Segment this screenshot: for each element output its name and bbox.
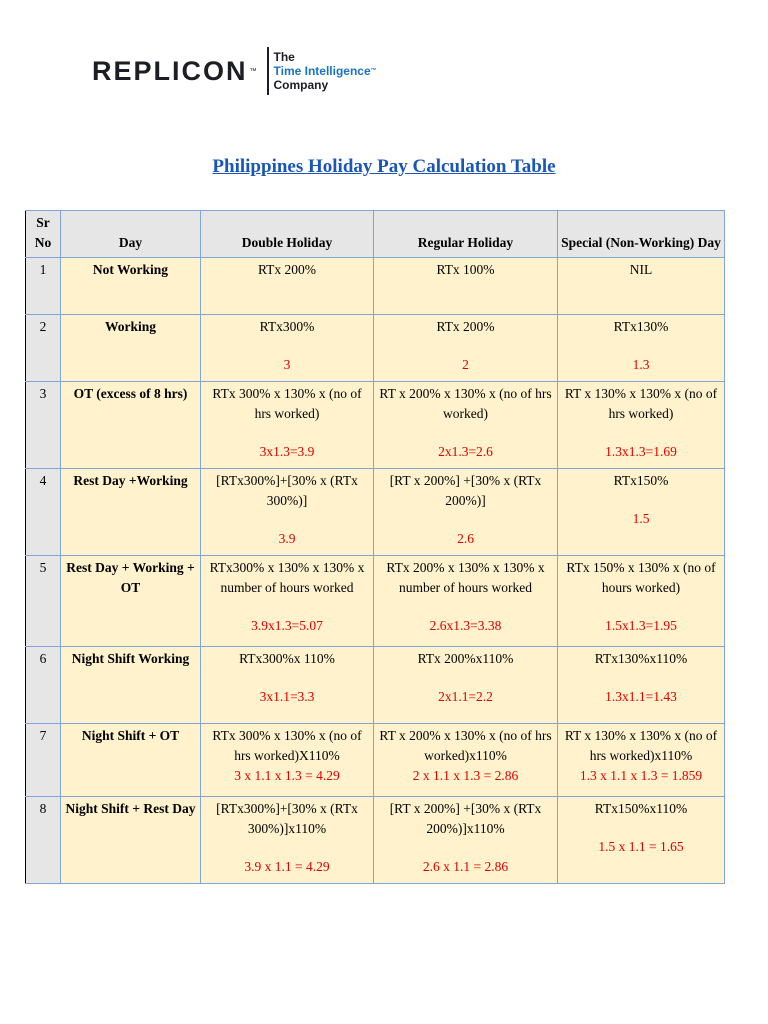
holiday-pay-table (25, 210, 725, 884)
special-formula: RTx 150% x 130% x (no of hours worked) (566, 560, 716, 595)
cell-day: Night Shift + OT (61, 724, 201, 797)
cell-double-holiday (201, 469, 374, 556)
cell-double-holiday (201, 258, 374, 315)
double-value: 3x1.1=3.3 (259, 689, 315, 704)
special-value: 1.3x1.1=1.43 (605, 689, 677, 704)
cell-special-day (558, 647, 725, 724)
regular-formula: RTx 200% (436, 319, 495, 334)
cell-day: Working (61, 315, 201, 382)
regular-formula: [RT x 200%] +[30% x (RTx 200%)]x110% (389, 801, 542, 836)
cell-double-holiday (201, 315, 374, 382)
tagline-line-2-text: Time Intelligence (273, 64, 371, 78)
cell-regular-holiday (374, 315, 558, 382)
table-row (26, 647, 725, 724)
regular-value: 2.6 x 1.1 = 2.86 (422, 859, 509, 874)
regular-formula: RT x 200% x 130% x (no of hrs worked)x110% (379, 728, 552, 763)
regular-value: 2.6 (457, 531, 474, 546)
page-title-text: Philippines Holiday Pay Calculation Table (212, 156, 556, 177)
regular-formula: RTx 200% x 130% x 130% x number of hours worked (386, 560, 545, 595)
regular-value: 2.6x1.3=3.38 (429, 618, 502, 633)
logo-brand: REPLICON (92, 55, 248, 86)
header-double-holiday: Double Holiday (201, 211, 374, 258)
special-formula: RT x 130% x 130% x (no of hrs worked)x110% (564, 728, 718, 763)
cell-day: OT (excess of 8 hrs) (61, 382, 201, 469)
header-sr-no: Sr No (26, 211, 61, 258)
special-value: 1.3x1.3=1.69 (605, 444, 677, 459)
logo-trademark: ™ (249, 67, 257, 75)
cell-regular-holiday (374, 647, 558, 724)
double-formula: RTx 200% (257, 262, 317, 277)
double-formula: [RTx300%]+[30% x (RTx 300%)]x110% (216, 801, 358, 836)
cell-sr: 4 (26, 469, 61, 556)
cell-regular-holiday (374, 797, 558, 884)
regular-value: 2 x 1.1 x 1.3 = 2.86 (412, 768, 519, 783)
special-value: 1.5 x 1.1 = 1.65 (598, 839, 684, 854)
double-value: 3.9 x 1.1 = 4.29 (244, 859, 330, 874)
double-value: 3 (283, 357, 291, 372)
regular-formula: RTx 100% (436, 262, 495, 277)
cell-day: Rest Day + Working + OT (61, 556, 201, 647)
regular-value: 2x1.1=2.2 (438, 689, 493, 704)
tagline-line-1: The (273, 50, 295, 64)
replicon-logo (92, 46, 377, 96)
cell-sr: 2 (26, 315, 61, 382)
cell-day: Night Shift Working (61, 647, 201, 724)
table-row (26, 258, 725, 315)
special-formula: NIL (629, 262, 653, 277)
cell-double-holiday (201, 382, 374, 469)
double-value: 3.9x1.3=5.07 (251, 618, 323, 633)
cell-double-holiday (201, 797, 374, 884)
special-value: 1.3 x 1.1 x 1.3 = 1.859 (579, 768, 703, 783)
cell-double-holiday (201, 647, 374, 724)
table-row (26, 382, 725, 469)
table-body (26, 258, 725, 884)
tagline-line-2 (274, 64, 377, 78)
special-formula: RTx150%x110% (594, 801, 688, 816)
special-value: 1.5 (632, 511, 650, 526)
special-formula: RTx150% (613, 473, 669, 488)
tagline-trademark: ™ (370, 68, 377, 74)
tagline-line-3: Company (273, 78, 329, 92)
cell-sr: 1 (26, 258, 61, 315)
regular-formula: [RT x 200%] +[30% x (RTx 200%)] (389, 473, 542, 508)
regular-formula: RTx 200%x110% (417, 651, 514, 666)
cell-day: Rest Day +Working (61, 469, 201, 556)
header-day: Day (61, 211, 201, 258)
regular-value: 2x1.3=2.6 (438, 444, 493, 459)
cell-special-day (558, 469, 725, 556)
cell-regular-holiday (374, 258, 558, 315)
cell-special-day (558, 315, 725, 382)
cell-double-holiday (201, 724, 374, 797)
regular-formula: RT x 200% x 130% x (no of hrs worked) (379, 386, 552, 421)
cell-sr: 8 (26, 797, 61, 884)
cell-special-day (558, 797, 725, 884)
double-value: 3x1.3=3.9 (259, 444, 315, 459)
cell-special-day (558, 258, 725, 315)
cell-sr: 7 (26, 724, 61, 797)
table-row (26, 724, 725, 797)
table-header-row (26, 211, 725, 258)
double-formula: RTx300% x 130% x 130% x number of hours worked (209, 560, 365, 595)
cell-sr: 5 (26, 556, 61, 647)
cell-special-day (558, 382, 725, 469)
double-formula: [RTx300%]+[30% x (RTx 300%)] (216, 473, 358, 508)
cell-day: Not Working (61, 258, 201, 315)
double-value: 3.9 (278, 531, 296, 546)
header-special-day: Special (Non-Working) Day (558, 211, 725, 258)
header-regular-holiday: Regular Holiday (374, 211, 558, 258)
double-formula: RTx300% (259, 319, 315, 334)
special-value: 1.3 (632, 357, 650, 372)
cell-sr: 3 (26, 382, 61, 469)
cell-regular-holiday (374, 724, 558, 797)
cell-regular-holiday (374, 469, 558, 556)
special-value: 1.5x1.3=1.95 (605, 618, 677, 633)
cell-special-day (558, 556, 725, 647)
logo-tagline (274, 50, 377, 92)
cell-regular-holiday (374, 556, 558, 647)
table-row (26, 469, 725, 556)
logo-divider (267, 47, 269, 95)
double-value: 3 x 1.1 x 1.3 = 4.29 (234, 768, 340, 783)
cell-double-holiday (201, 556, 374, 647)
table-row (26, 556, 725, 647)
cell-special-day (558, 724, 725, 797)
table-row (26, 797, 725, 884)
regular-value: 2 (462, 357, 469, 372)
double-formula: RTx 300% x 130% x (no of hrs worked) (212, 386, 362, 421)
table-row (26, 315, 725, 382)
double-formula: RTx300%x 110% (239, 651, 335, 666)
cell-sr: 6 (26, 647, 61, 724)
special-formula: RT x 130% x 130% x (no of hrs worked) (564, 386, 718, 421)
special-formula: RTx130%x110% (594, 651, 688, 666)
special-formula: RTx130% (613, 319, 669, 334)
double-formula: RTx 300% x 130% x (no of hrs worked)X110% (212, 728, 362, 763)
cell-regular-holiday (374, 382, 558, 469)
cell-day: Night Shift + Rest Day (61, 797, 201, 884)
page-title (0, 156, 768, 178)
